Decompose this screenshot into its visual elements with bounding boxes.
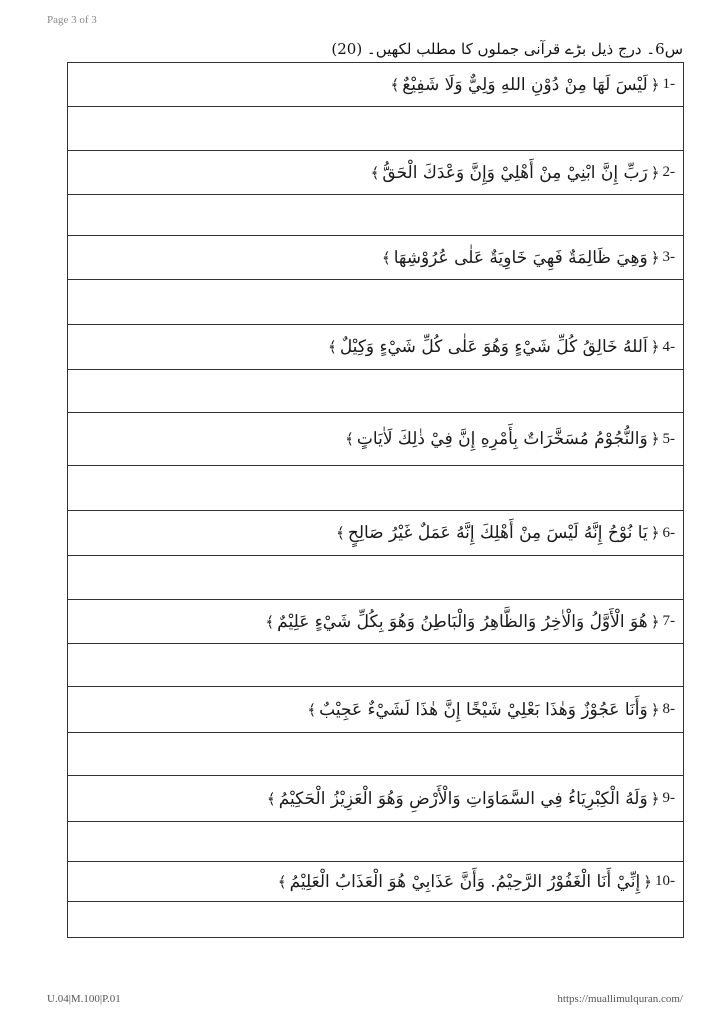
verse-text: إِنِّيْ أَنَا الْغَفُوْرُ الرَّحِيْمُ. وَأَنَّ عَذَابِيْ هُوَ الْعَذَابُ الْعَلِيْمُ — [289, 871, 641, 892]
answer-line-9[interactable] — [68, 822, 683, 862]
website-url[interactable]: https://muallimulquran.com/ — [557, 993, 683, 1005]
question-row-7 — [68, 600, 683, 644]
question-number: 4- — [662, 338, 675, 355]
ornate-bracket-open: ﴿ — [650, 163, 660, 182]
answer-line-4[interactable] — [68, 370, 683, 413]
ornate-bracket-close: ﴾ — [328, 338, 337, 356]
verse-text: اَللهُ خَالِقُ كُلِّ شَيْءٍ وَهُوَ عَلٰى كُلِّ شَيْءٍ وَكِيْلٌ — [339, 337, 648, 357]
verse-text: يَا نُوْحُ إِنَّهُ لَيْسَ مِنْ أَهْلِكَ إِنَّهُ عَمَلٌ غَيْرُ صَالِحٍ — [347, 523, 648, 543]
ornate-bracket-close: ﴾ — [345, 430, 354, 448]
question-row-6 — [68, 511, 683, 556]
question-number: 6- — [662, 524, 675, 541]
ornate-bracket-close: ﴾ — [265, 612, 275, 631]
question-row-9 — [68, 776, 683, 822]
question-number: 10- — [655, 873, 675, 889]
question-number: 9- — [662, 790, 675, 806]
question-heading: س6۔ درج ذیل بڑے قرآنی جملوں کا مطلب لکھیں۔ (20) — [331, 40, 683, 58]
question-row-4 — [68, 325, 683, 370]
ornate-bracket-open: ﴿ — [650, 524, 660, 542]
ornate-bracket-open: ﴿ — [650, 612, 660, 631]
ornate-bracket-open: ﴿ — [650, 75, 660, 94]
question-row-3 — [68, 236, 683, 280]
ornate-bracket-close: ﴾ — [381, 248, 391, 267]
page-number: Page 3 of 3 — [47, 14, 97, 26]
question-row-2 — [68, 151, 683, 195]
question-row-8 — [68, 687, 683, 733]
question-row-1 — [68, 63, 683, 107]
ornate-bracket-open: ﴿ — [650, 430, 660, 448]
answer-line-6[interactable] — [68, 556, 683, 600]
ornate-bracket-close: ﴾ — [390, 75, 400, 94]
question-number: 3- — [662, 249, 675, 265]
question-row-10 — [68, 862, 683, 902]
answer-line-10[interactable] — [68, 902, 683, 938]
document-code: U.04|M.100|P.01 — [47, 993, 121, 1005]
ornate-bracket-close: ﴾ — [277, 872, 287, 891]
answer-line-2[interactable] — [68, 195, 683, 236]
verse-text: وَأَنَا عَجُوْزٌ وَهٰذَا بَعْلِيْ شَيْخًا إِنَّ هٰذَا لَشَيْءٌ عَجِيْبٌ — [319, 699, 648, 720]
answer-line-7[interactable] — [68, 644, 683, 687]
ornate-bracket-open: ﴿ — [643, 872, 652, 891]
worksheet-table — [67, 62, 684, 938]
verse-text: رَبِّ إِنَّ ابْنِيْ مِنْ أَهْلِيْ وَإِنَّ وَعْدَكَ الْحَقُّ — [382, 162, 648, 183]
question-row-5 — [68, 413, 683, 466]
ornate-bracket-open: ﴿ — [650, 248, 660, 267]
answer-line-3[interactable] — [68, 280, 683, 325]
ornate-bracket-open: ﴿ — [650, 789, 660, 808]
ornate-bracket-close: ﴾ — [336, 524, 345, 542]
question-number: 8- — [662, 701, 675, 717]
verse-text: لَيْسَ لَهَا مِنْ دُوْنِ اللهِ وَلِيٌّ وَلَا شَفِيْعٌ — [402, 74, 648, 95]
ornate-bracket-close: ﴾ — [307, 700, 317, 719]
verse-text: هُوَ الْأَوَّلُ وَالْاٰخِرُ وَالظَّاهِرُ وَالْبَاطِنُ وَهُوَ بِكُلِّ شَيْءٍ عَلِيْمٌ — [277, 611, 648, 632]
ornate-bracket-open: ﴿ — [650, 700, 660, 719]
answer-line-1[interactable] — [68, 107, 683, 151]
answer-line-8[interactable] — [68, 733, 683, 776]
question-number: 2- — [662, 164, 675, 180]
verse-text: وَالنُّجُوْمُ مُسَخَّرَاتٌ بِأَمْرِهِ إِنَّ فِيْ ذٰلِكَ لَاٰيَاتٍ — [356, 429, 648, 449]
ornate-bracket-open: ﴿ — [650, 338, 660, 356]
answer-line-5[interactable] — [68, 466, 683, 511]
verse-text: وَلَهُ الْكِبْرِيَاءُ فِي السَّمَاوَاتِ وَالْأَرْضِ وَهُوَ الْعَزِيْزُ الْحَكِيْمُ — [278, 788, 648, 809]
ornate-bracket-close: ﴾ — [370, 163, 380, 182]
question-number: 5- — [662, 430, 675, 447]
verse-text: وَهِيَ ظَالِمَةٌ فَهِيَ خَاوِيَةٌ عَلٰى عُرُوْشِهَا — [393, 247, 648, 268]
question-number: 1- — [662, 76, 675, 92]
ornate-bracket-close: ﴾ — [266, 789, 276, 808]
question-number: 7- — [662, 613, 675, 629]
